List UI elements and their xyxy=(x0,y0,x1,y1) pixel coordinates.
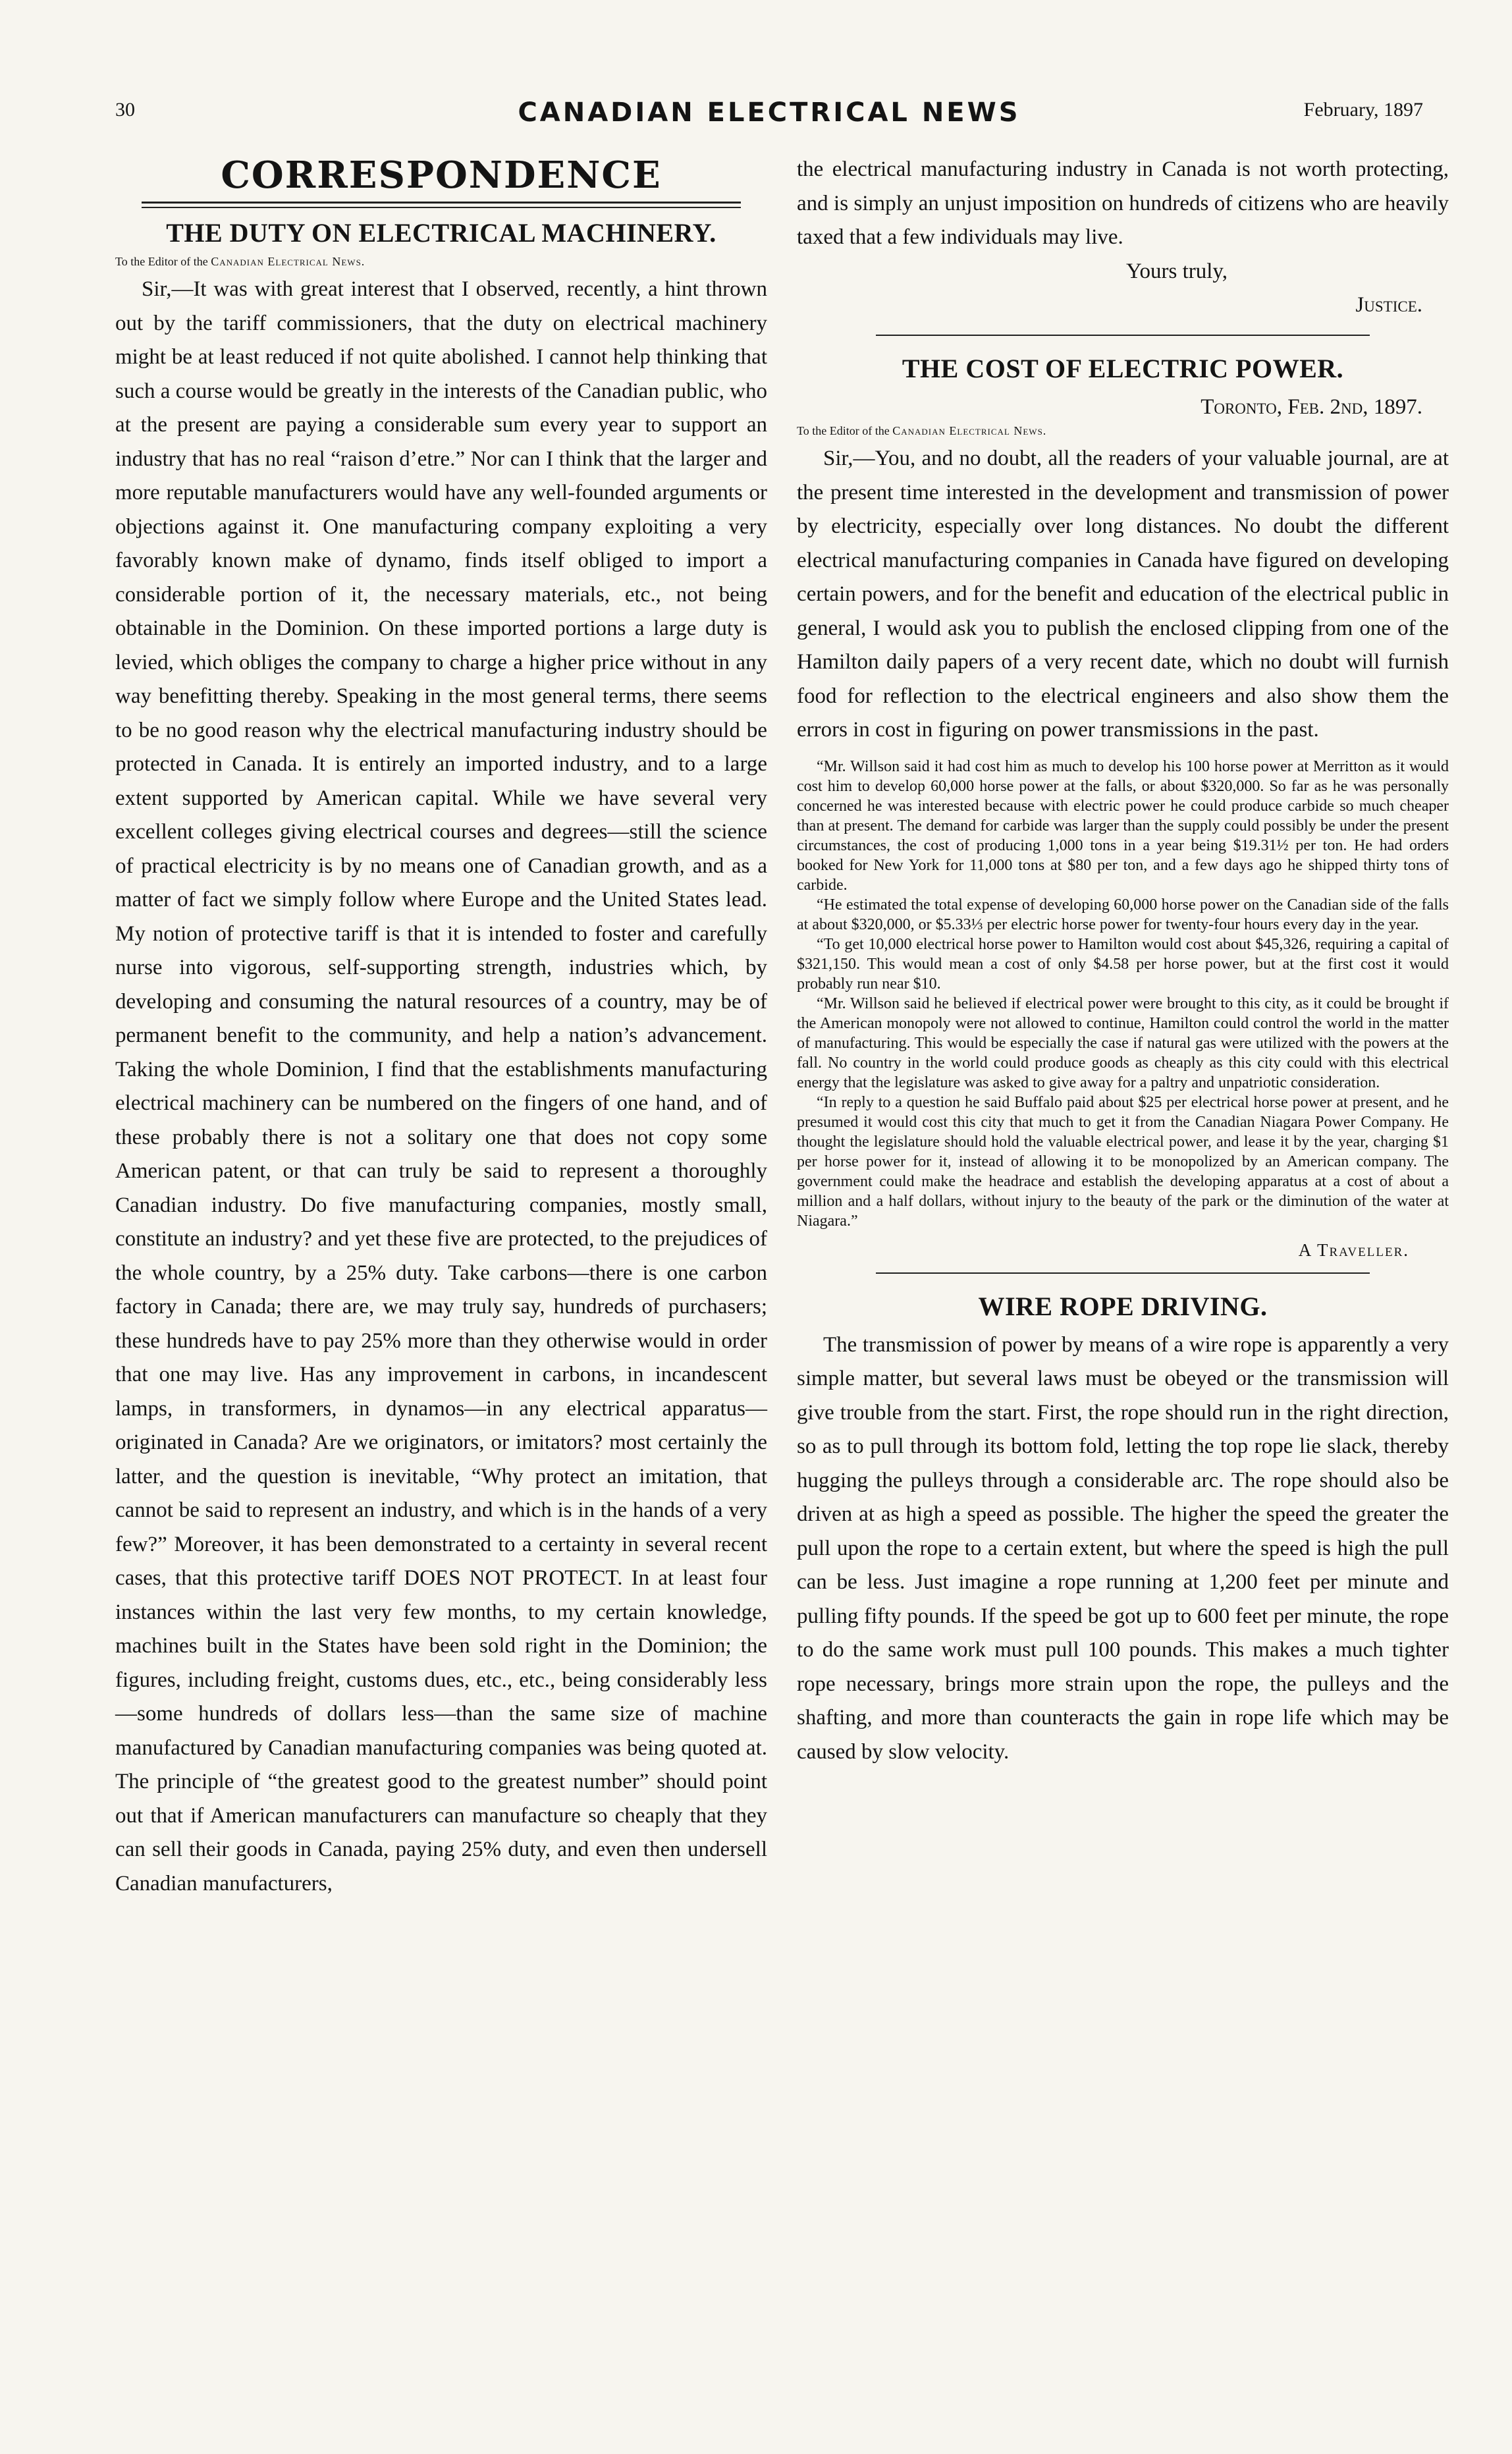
signature-traveller: A Traveller. xyxy=(1298,1240,1409,1260)
article-title-wire-rope: WIRE ROPE DRIVING. xyxy=(978,1291,1268,1321)
salutation-name: Canadian Electrical News. xyxy=(892,424,1047,437)
quoted-paragraph: “In reply to a question he said Buffalo paid about $25 per electrical horse power at present, and he presumed it would cost this city that much to get it from the Canadian Niagara Power Company. He thought the legislature should hold the valuable electrical power, and lease it by the year, charging $1 per horse power for it, instead of allowing it to be monopolized by an American company. The government could make the headrace and establish the developing apparatus at a cost of about a million and a half dollars, without injury to the beauty of the park or the diminution of the water at Niagara.” xyxy=(797,1093,1449,1230)
left-column xyxy=(115,153,767,1901)
salutation-prefix: To the Editor of the xyxy=(797,424,890,437)
quoted-paragraph: “Mr. Willson said it had cost him as much to develop his 100 horse power at Merritton as it would cost him to develop 60,000 horse power at the falls, or about $320,000. So far as he was personally concerned he was interested because with electric power he could produce carbide so much cheaper than at present. The demand for carbide was larger than the supply could possibly be under the present circumstances, the cost of producing 1,000 tons in a year being $19.31½ per ton. He had orders booked for New York for 11,000 tons at $80 per ton, and a few days ago he shipped thirty tons of carbide. xyxy=(797,757,1449,894)
article-continuation-duty: the electrical manufacturing industry in Canada is not worth protecting, and is simply an unjust imposition on hundreds of citizens who are heavily taxed that a few individuals may live. xyxy=(797,157,1449,249)
salutation xyxy=(797,424,1449,438)
salutation-name: Canadian Electrical News. xyxy=(211,255,365,268)
issue-date: February, 1897 xyxy=(1303,99,1423,121)
closing: Yours truly, xyxy=(1126,259,1228,283)
section-heading: CORRESPONDENCE xyxy=(221,153,662,197)
publication-title: CANADIAN ELECTRICAL NEWS xyxy=(518,97,1021,128)
section-rule xyxy=(142,202,741,208)
article-body-wire-rope: The transmission of power by means of a wire rope is apparently a very simple matter, but several laws must be obeyed or the transmission will give trouble from the start. First, the rope should run in the right direction, so as to pull through its bottom fold, letting the top rope lie slack, thereby hugging the pulleys through a considerable arc. The rope should also be driven at as high a speed as possible. The higher the speed the greater the pull upon the rope to a certain extent, but where the speed is high the pull can be less. Just imagine a rope running at 1,200 feet per minute and pulling fifty pounds. If the speed be got up to 600 feet per minute, the rope to do the same work must pull 100 pounds. This makes a much tighter rope necessary, brings more strain upon the rope, the pulleys and the shafting, and more than counteracts the gain in rope life which may be caused by slow velocity. xyxy=(797,1332,1449,1764)
divider-rule xyxy=(876,1272,1370,1274)
article-body-cost: Sir,—You, and no doubt, all the readers of your valuable journal, are at the present time interested in the development and transmission of power by electricity, especially over long distances. No doubt the different electrical manufacturing companies in Canada have figured on developing certain powers, and for the benefit and education of the electrical public in general, I would ask you to publish the enclosed clipping from one of the Hamilton daily papers of a very recent date, which no doubt will furnish food for reflection to the electrical engineers and also show them the errors in cost in figuring on power transmissions in the past. xyxy=(797,447,1449,742)
signature-justice: Justice. xyxy=(1355,293,1422,317)
right-column xyxy=(797,153,1449,1769)
divider-rule xyxy=(876,335,1370,336)
page-header xyxy=(115,97,1423,137)
article-title-duty: THE DUTY ON ELECTRICAL MACHINERY. xyxy=(166,218,716,248)
quoted-paragraph: “To get 10,000 electrical horse power to Hamilton would cost about $45,326, requiring a capital of $321,150. This would mean a cost of only $4.58 per horse power, but at the first cost it would probably run near $10. xyxy=(797,935,1449,993)
quoted-paragraph: “Mr. Willson said he believed if electrical power were brought to this city, as it could be brought if the American monopoly were not allowed to continue, Hamilton could control the world in the matter of manufacturing. This would be especially the case if natural gas were utilized with the powers at the fall. No country in the world could produce goods as cheaply as this city could with this electrical energy that the legislature was asked to give away for a paltry and unpatriotic consideration. xyxy=(797,995,1449,1091)
article-body-duty: Sir,—It was with great interest that I observed, recently, a hint thrown out by the tariff commissioners, that the duty on electrical machinery might be at least reduced if not quite abolished. I cannot help thinking that such a course would be greatly in the interests of the Canadian public, who at the present are paying a considerable sum every year to support an industry that has no real “raison d’etre.” Nor can I think that the larger and more reputable manufacturers would have any well-founded arguments or objections against it. One manufacturing company exploiting a very favorably known make of dynamo, finds itself obliged to import a considerable portion of it, the necessary materials, etc., not being obtainable in the Dominion. On these imported portions a large duty is levied, which obliges the company to charge a higher price without in any way benefitting thereby. Speaking in the most general terms, there seems to be no good reason why the electrical manufacturing industry should be protected in Canada. It is entirely an imported industry, and to a large extent supported by American capital. While we have several very excellent colleges giving electrical courses and degrees—still the science of practical electricity is by no means one of Canadian growth, and as a matter of fact we simply follow where Europe and the United States lead. My notion of protective tariff is that it is intended to foster and carefully nurse into vigorous, self-supporting strength, industries which, by developing and consuming the natural resources of a country, may be of permanent benefit to the community, and help a nation’s advancement. Taking the whole Dominion, I find that the establishments manufacturing electrical machinery can be numbered on the fingers of one hand, and of these probably there is not a solitary one that does not copy some American patent, or that can truly be said to represent a thoroughly Canadian industry. Do five manufacturing companies, mostly small, constitute an industry? and yet these five are protected, to the prejudices of the whole country, by a 25% duty. Take carbons—there is one carbon factory in Canada; there are, we may truly say, hundreds of purchasers; these hundreds have to pay 25% more than they otherwise would in order that one may live. Has any improvement in carbons, in incandescent lamps, in transformers, in dynamos—in any electrical apparatus—originated in Canada? Are we originators, or imitators? most certainly the latter, and the question is inevitable, “Why protect an imitation, that cannot be said to represent an industry, and which is in the hands of a very few?” Moreover, it has been demonstrated to a certainty in several recent cases, that this protective tariff DOES NOT PROTECT. In at least four instances within the last very few months, to my certain knowledge, machines built in the States have been sold right in the Dominion; the figures, including freight, customs dues, etc., etc., being considerably less—some hundreds of dollars less—than the same size of machine manufactured by Canadian manufacturing companies was being quoted at. The principle of “the greatest good to the greatest number” should point out that if American manufacturers can manufacture so cheaply that they can sell their goods in Canada, paying 25% duty, and even then undersell Canadian manufacturers, xyxy=(115,277,767,1895)
salutation xyxy=(115,255,767,269)
dateline: Toronto, Feb. 2nd, 1897. xyxy=(1201,395,1422,419)
quoted-paragraph: “He estimated the total expense of developing 60,000 horse power on the Canadian side of the falls at about $320,000, or $5.33⅓ per electric horse power for twenty-four hours every day in the year. xyxy=(797,896,1449,933)
page-number: 30 xyxy=(115,99,135,121)
article-title-cost: THE COST OF ELECTRIC POWER. xyxy=(902,353,1344,383)
salutation-prefix: To the Editor of the xyxy=(115,255,208,268)
